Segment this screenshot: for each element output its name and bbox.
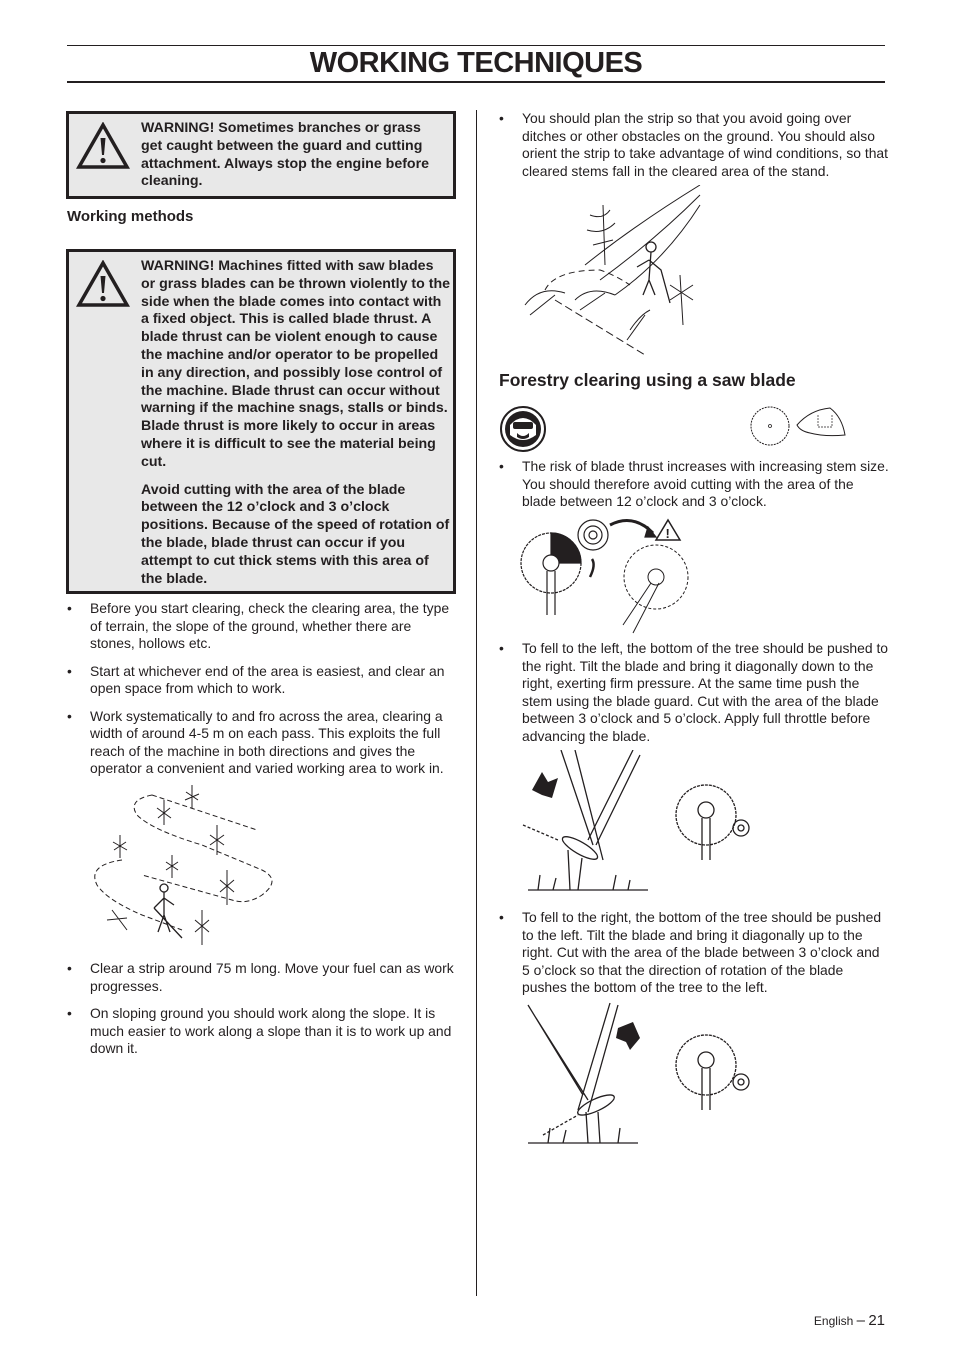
svg-text:!: ! <box>665 526 670 541</box>
bullet-list-risk <box>499 458 889 521</box>
bullet-icon: • <box>499 640 504 656</box>
page-title: WORKING TECHNIQUES <box>309 47 643 79</box>
warning-triangle-icon <box>76 122 130 170</box>
bullet-icon: • <box>67 662 72 679</box>
page-number: 21 <box>868 1312 885 1329</box>
warning-paragraph: Avoid cutting with the area of the blade between the 12 o’clock and 3 o’clock positions. Because of the speed of rotation of the blade, blade thrust can occur if you attempt to cut thick stems with this area of the blade. <box>141 481 450 587</box>
fell-right-illustration <box>518 1000 758 1150</box>
warning-box-blade-thrust <box>66 249 456 594</box>
blade-thrust-zone-illustration <box>518 515 703 635</box>
bullet-icon: • <box>67 707 72 724</box>
list-item: • Clear a strip around 75 m long. Move your fuel can as work progresses. <box>67 960 454 994</box>
list-item: • Start at whichever end of the area is easiest, and clear an open space from which to work. <box>67 662 445 696</box>
bullet-icon: • <box>67 1005 72 1021</box>
section-heading-forestry-clearing: Forestry clearing using a saw blade <box>499 370 796 390</box>
list-item: • You should plan the strip so that you avoid going over ditches or other obstacles on the ground. You should also orient the strip to take advantage of wind conditions, so that cleared stems fall in the cleared area of the stand. <box>499 110 889 179</box>
bullet-list-strip <box>67 960 459 1068</box>
bullet-list-fell-left <box>499 640 889 755</box>
clearing-pattern-illustration <box>82 780 277 950</box>
header-rule-bottom <box>67 81 885 83</box>
bullet-list-fell-right <box>499 909 889 1007</box>
column-divider <box>476 110 477 1296</box>
bullet-list-plan-strip <box>499 110 889 190</box>
list-item: • To fell to the left, the bottom of the tree should be pushed to the right. Tilt the blade and bring it diagonally down to the right, exerting firm pressure. At the same time push the stem using the blade guard. Cut with the area of the blade between 3 o’clock and 5 o’clock. Apply full throttle before advancing the blade. <box>499 640 889 744</box>
warning-paragraph: WARNING! Machines fitted with saw blades or grass blades can be thrown violently to the side when the blade comes into contact with a fixed object. This is called blade thrust. A blade thrust can be violent enough to cause the machine and/or operator to be propelled in any direction, and possibly lose control of the machine. Blade thrust can occur without warning if the machine snags, stalls or binds. Blade thrust is more likely to occur in areas where it is difficult to see the material being cut. <box>141 258 451 470</box>
bullet-icon: • <box>499 110 504 126</box>
bullet-list-clearing <box>67 600 459 788</box>
saw-blade-and-guard-icon <box>750 405 850 447</box>
strip-wind-illustration <box>515 185 705 360</box>
subheading-working-methods: Working methods <box>67 208 194 225</box>
footer-language: English <box>813 1314 854 1328</box>
fell-left-illustration <box>518 750 758 895</box>
list-item: • To fell to the right, the bottom of the tree should be pushed to the left. Tilt the blade and bring it diagonally up to the right. Cut with the area of the blade between 3 o’clock and 5 o’clock so that the direction of rotation of the blade pushes the bottom of the tree to the left. <box>499 909 882 995</box>
bullet-icon: • <box>67 600 72 616</box>
list-item: • Work systematically to and fro across the area, clearing a width of around 4-5 m on each pass. This exploits the full reach of the machine in both directions and gives the operator a convenient and varied working area to work in. <box>67 707 444 776</box>
warning-box-cleaning <box>66 111 456 199</box>
protective-equipment-icon <box>499 405 547 453</box>
list-item: • On sloping ground you should work along the slope. It is much easier to work along a slope than it is to work up and down it. <box>67 1005 452 1056</box>
bullet-icon: • <box>499 458 504 474</box>
page-footer <box>814 1312 885 1329</box>
warning-triangle-icon <box>76 260 130 308</box>
list-item: • Before you start clearing, check the clearing area, the type of terrain, the slope of the ground, whether there are stones, hollows etc. <box>67 600 450 651</box>
list-item: • The risk of blade thrust increases with increasing stem size. You should therefore avoid cutting with the area of the blade between 12 o’clock and 3 o’clock. <box>499 458 889 509</box>
warning-text <box>141 258 451 598</box>
warning-text: WARNING! Sometimes branches or grass get caught between the guard and cutting attachment. Always stop the engine before cleaning. <box>141 120 430 190</box>
bullet-icon: • <box>67 960 72 976</box>
bullet-icon: • <box>499 909 504 925</box>
footer-dash: – <box>856 1312 865 1329</box>
